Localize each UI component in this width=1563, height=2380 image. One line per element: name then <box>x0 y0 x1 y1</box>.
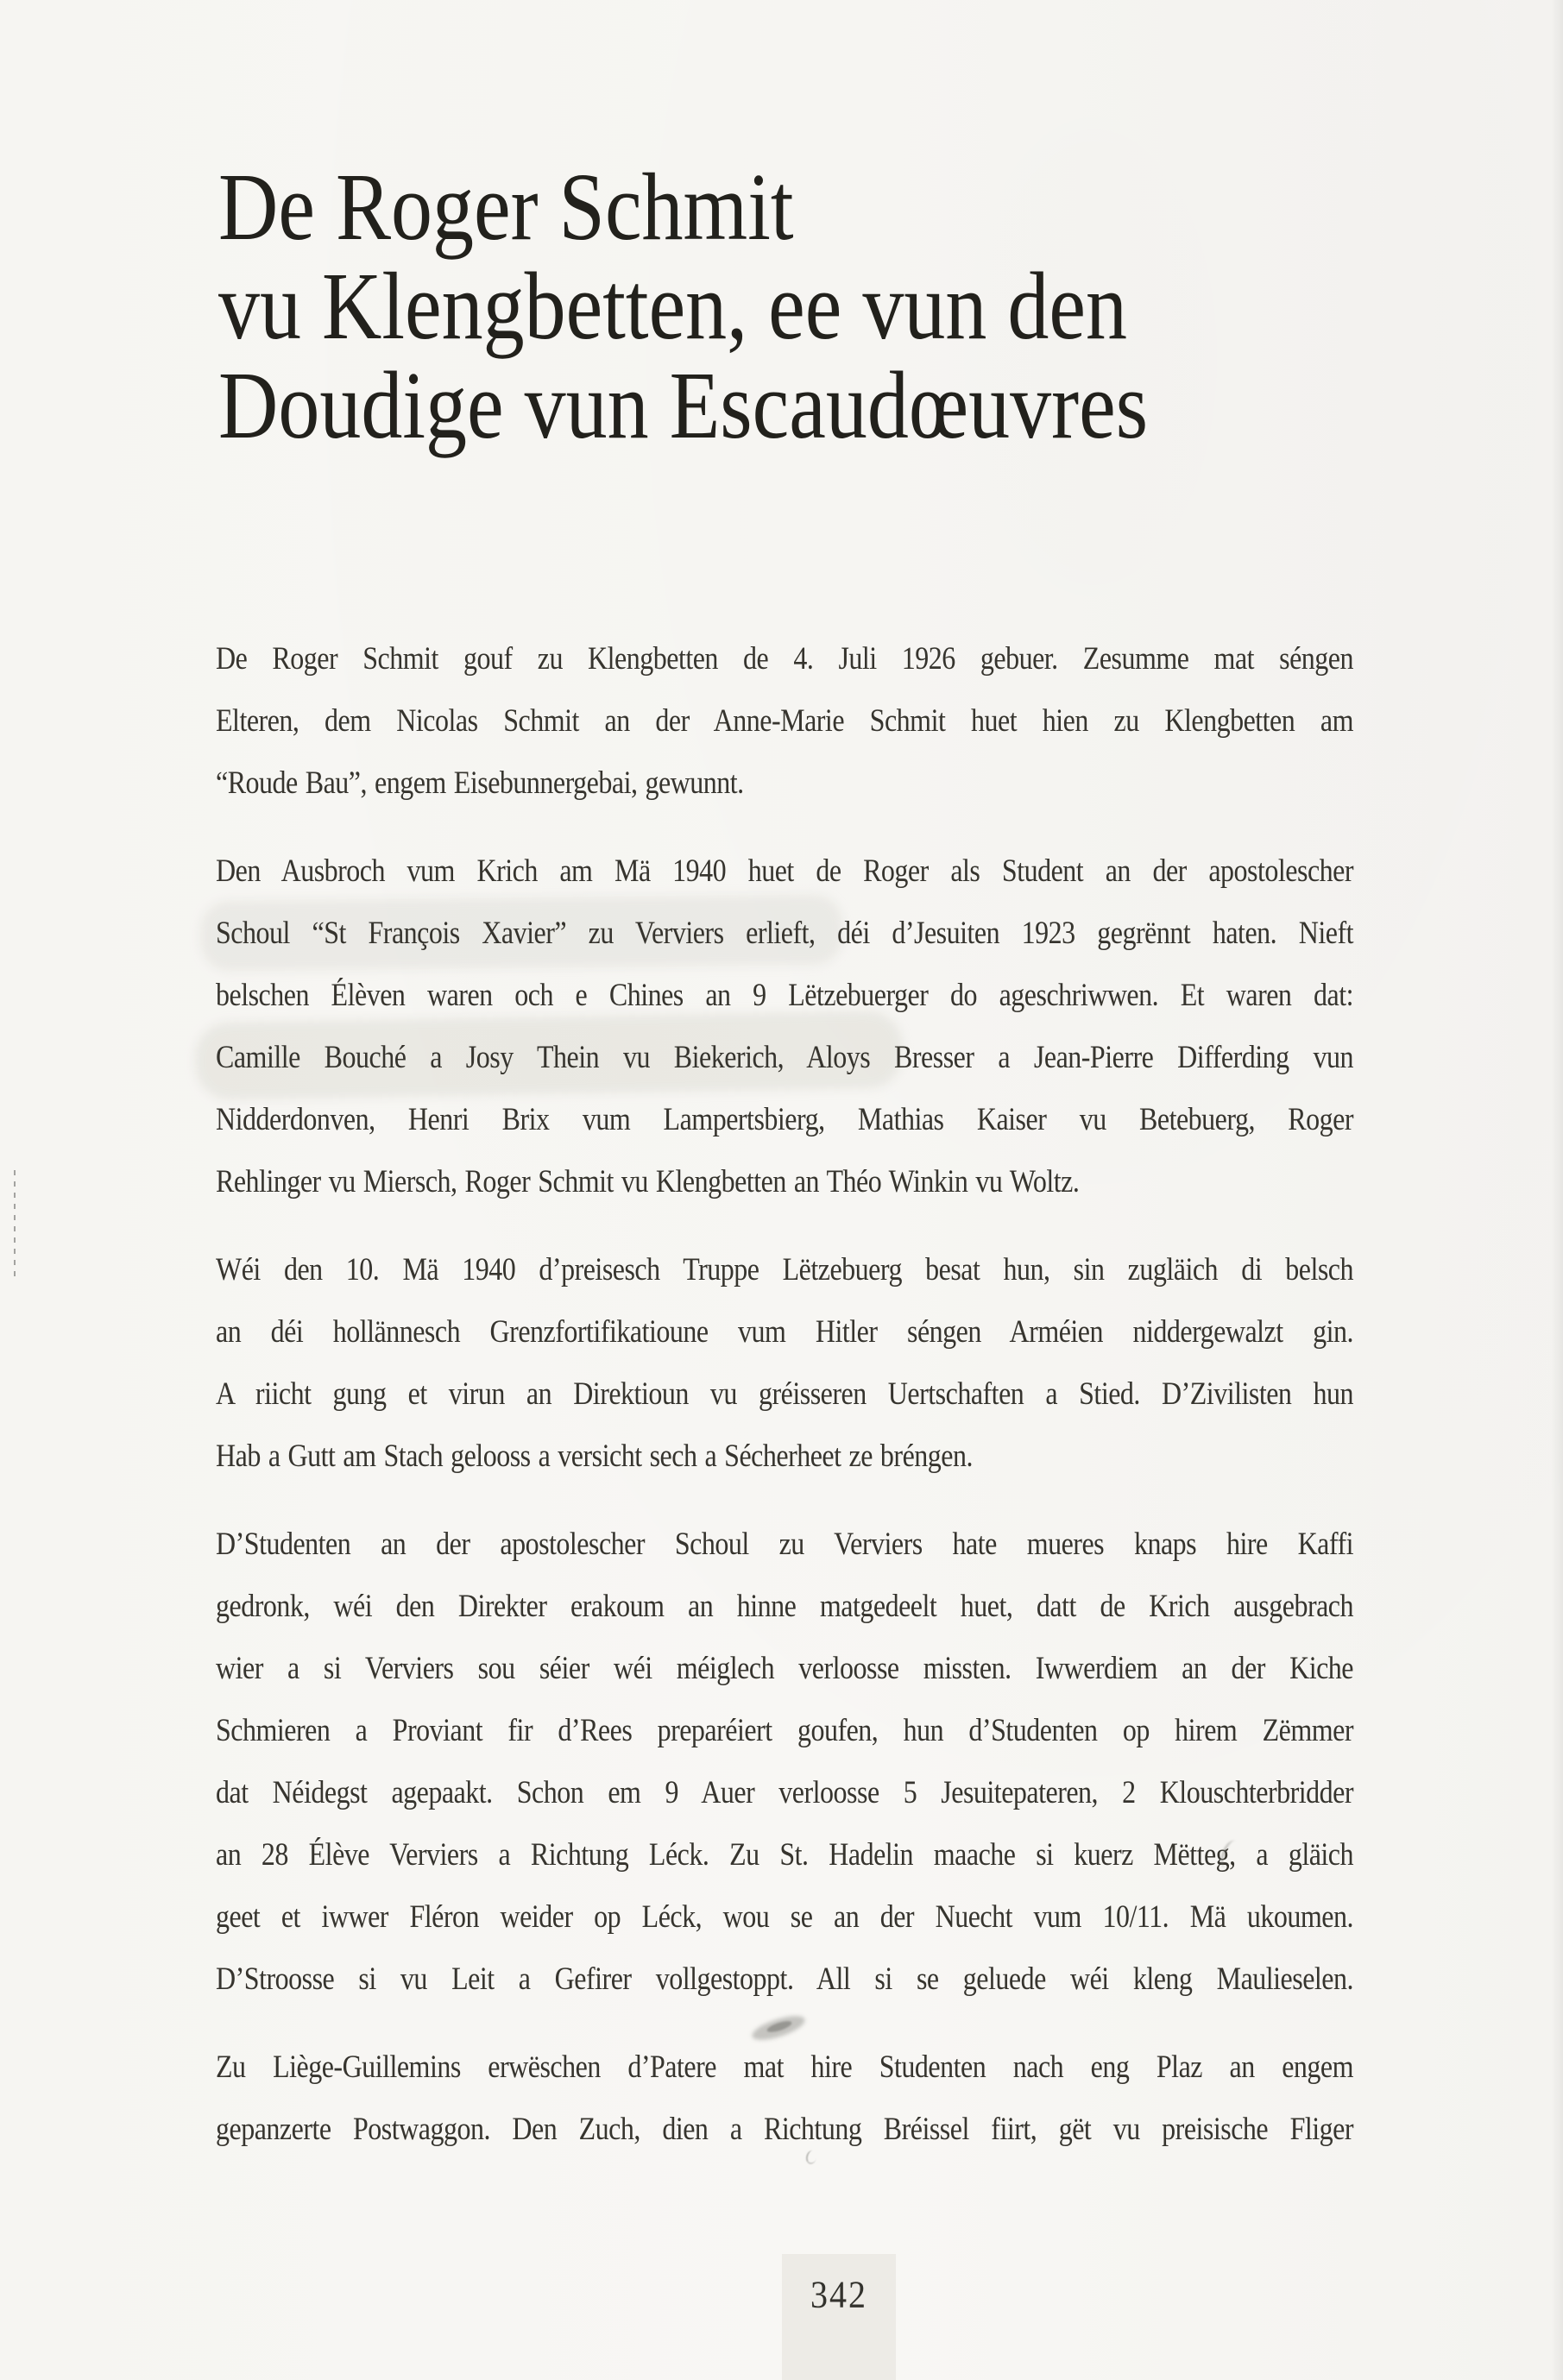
text-line: Elteren, dem Nicolas Schmit an der Anne-Marie Schmit huet hien zu Klengbetten am <box>216 702 1353 738</box>
text-line: gedronk, wéi den Direkter erakoum an hinne matgedeelt huet, datt de Krich ausgebrach <box>216 1587 1353 1623</box>
text-line: Hab a Gutt am Stach gelooss a versicht sech a Sécherheet ze bréngen. <box>216 1437 973 1473</box>
text-line: gepanzerte Postwaggon. Den Zuch, dien a Richtung Bréissel fiirt, gët vu preisische Fliger <box>216 2110 1353 2146</box>
text-line: belschen Élèven waren och e Chines an 9 Lëtzebuerger do ageschriwwen. Et waren dat: <box>216 976 1353 1012</box>
title-line: Doudige vun Escaudœuvres <box>218 351 1149 459</box>
text-line: “Roude Bau”, engem Eisebunnergebai, gewunnt. <box>216 764 744 800</box>
text-line: Schoul “St François Xavier” zu Verviers erlieft, déi d’Jesuiten 1923 gegrënnt haten. Nieft <box>216 914 1353 950</box>
text-line: Camille Bouché a Josy Thein vu Biekerich, Aloys Bresser a Jean-Pierre Differding vun <box>216 1038 1353 1074</box>
text-line: Zu Liège-Guillemins erwëschen d’Patere mat hire Studenten nach eng Plaz an engem <box>216 2048 1353 2084</box>
text-line: dat Néidegst agepaakt. Schon em 9 Auer verloosse 5 Jesuitepateren, 2 Klouschterbridder <box>216 1773 1353 1810</box>
text-line: D’Stroosse si vu Leit a Gefirer vollgestoppt. All si se geluede wéi kleng Maulieselen. <box>216 1960 1353 1996</box>
title-line: De Roger Schmit <box>218 153 794 261</box>
paragraph <box>216 1237 1353 1486</box>
page-number: 342 <box>810 2272 867 2316</box>
title-line: vu Klengbetten, ee vun den <box>218 252 1127 360</box>
scan-edge-artifact <box>14 1170 16 1281</box>
text-line: Den Ausbroch vum Krich am Mä 1940 huet de Roger als Student an der apostolescher <box>216 852 1353 888</box>
text-line: Wéi den 10. Mä 1940 d’preisesch Truppe Lëtzebuerg besat hun, sin zugläich di belsch <box>216 1250 1353 1287</box>
text-line: De Roger Schmit gouf zu Klengbetten de 4. Juli 1926 gebuer. Zesumme mat séngen <box>216 639 1353 676</box>
paragraph <box>216 626 1353 813</box>
text-line: an déi hollännesch Grenzfortifikatioune vum Hitler séngen Arméien niddergewalzt gin. <box>216 1313 1353 1349</box>
body-text <box>216 626 1353 2159</box>
text-line: Nidderdonven, Henri Brix vum Lampertsbierg, Mathias Kaiser vu Betebuerg, Roger <box>216 1100 1353 1136</box>
text-line: wier a si Verviers sou séier wéi méiglech verloosse missten. Iwwerdiem an der Kiche <box>216 1649 1353 1685</box>
paragraph <box>216 839 1353 1212</box>
page-title <box>218 153 1149 459</box>
text-line: geet et iwwer Fléron weider op Léck, wou se an der Nuecht vum 10/11. Mä ukoumen. <box>216 1898 1353 1934</box>
text-line: Rehlinger vu Miersch, Roger Schmit vu Klengbetten an Théo Winkin vu Woltz. <box>216 1162 1080 1199</box>
paragraph <box>216 2035 1353 2159</box>
text-line: Schmieren a Proviant fir d’Rees preparéiert goufen, hun d’Studenten op hirem Zëmmer <box>216 1711 1353 1747</box>
text-line: an 28 Élève Verviers a Richtung Léck. Zu St. Hadelin maache si kuerz Mëtteg, a gläich <box>216 1835 1353 1872</box>
text-line: A riicht gung et virun an Direktioun vu gréisseren Uertschaften a Stied. D’Zivilisten hun <box>216 1375 1353 1411</box>
paragraph <box>216 1512 1353 2009</box>
text-line: D’Studenten an der apostolescher Schoul zu Verviers hate mueres knaps hire Kaffi <box>216 1525 1353 1561</box>
